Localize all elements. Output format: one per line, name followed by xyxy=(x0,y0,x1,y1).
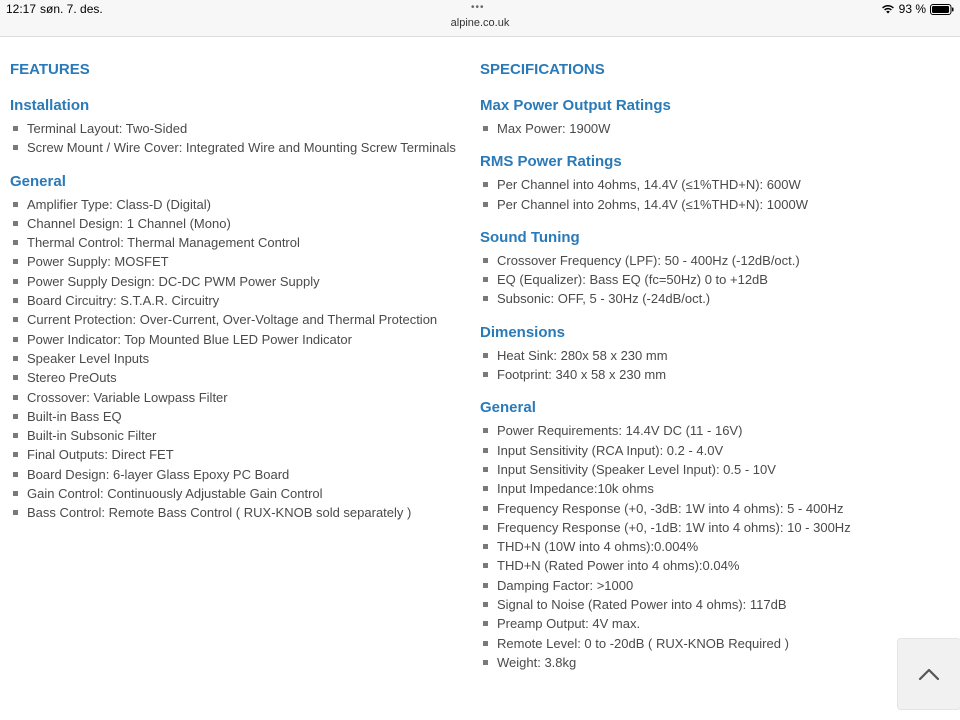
list-item: Input Sensitivity (RCA Input): 0.2 - 4.0V xyxy=(480,441,950,460)
bullet-list xyxy=(480,421,950,672)
section-heading: General xyxy=(10,172,66,190)
status-indicators xyxy=(881,2,954,16)
features-section-installation xyxy=(10,96,460,158)
address-bar-url[interactable]: alpine.co.uk xyxy=(450,17,510,29)
list-item: Crossover Frequency (LPF): 50 - 400Hz (-12dB/oct.) xyxy=(480,251,950,270)
list-item: THD+N (10W into 4 ohms):0.004% xyxy=(480,537,950,556)
list-item: Per Channel into 4ohms, 14.4V (≤1%THD+N): 600W xyxy=(480,175,950,194)
specs-section-max-power-output-ratings xyxy=(480,96,950,138)
specs-section-dimensions xyxy=(480,323,950,385)
list-item: Thermal Control: Thermal Management Control xyxy=(10,233,460,252)
list-item: Terminal Layout: Two-Sided xyxy=(10,119,460,138)
section-heading: Dimensions xyxy=(480,323,566,341)
section-heading: Sound Tuning xyxy=(480,228,580,246)
specs-section-sound-tuning xyxy=(480,228,950,309)
list-item: Damping Factor: >1000 xyxy=(480,576,950,595)
list-item: Preamp Output: 4V max. xyxy=(480,614,950,633)
list-item: Power Supply: MOSFET xyxy=(10,252,460,271)
list-item: THD+N (Rated Power into 4 ohms):0.04% xyxy=(480,556,950,575)
list-item: Heat Sink: 280x 58 x 230 mm xyxy=(480,346,950,365)
specs-section-general xyxy=(480,398,950,672)
features-heading: FEATURES xyxy=(10,61,90,78)
battery-icon xyxy=(930,4,954,15)
specs-section-rms-power-ratings xyxy=(480,152,950,214)
bullet-list xyxy=(480,119,950,138)
status-date: søn. 7. des. xyxy=(40,2,103,16)
list-item: Remote Level: 0 to -20dB ( RUX-KNOB Required ) xyxy=(480,634,950,653)
bullet-list xyxy=(480,251,950,309)
section-heading: Installation xyxy=(10,97,90,114)
list-item: Frequency Response (+0, -1dB: 1W into 4 ohms): 10 - 300Hz xyxy=(480,518,950,537)
list-item: Crossover: Variable Lowpass Filter xyxy=(10,388,460,407)
bullet-list xyxy=(480,175,950,214)
list-item: Weight: 3.8kg xyxy=(480,653,950,672)
list-item: Signal to Noise (Rated Power into 4 ohms): 117dB xyxy=(480,595,950,614)
section-heading: General xyxy=(480,399,536,417)
scroll-to-top-button[interactable] xyxy=(897,638,960,710)
list-item: Built-in Bass EQ xyxy=(10,407,460,426)
list-item: Input Impedance:10k ohms xyxy=(480,479,950,498)
list-item: Amplifier Type: Class-D (Digital) xyxy=(10,195,460,214)
section-heading: RMS Power Ratings xyxy=(480,153,622,171)
list-item: Board Design: 6-layer Glass Epoxy PC Board xyxy=(10,465,460,484)
list-item: Final Outputs: Direct FET xyxy=(10,445,460,464)
list-item: Per Channel into 2ohms, 14.4V (≤1%THD+N): 1000W xyxy=(480,195,950,214)
bullet-list xyxy=(10,195,460,523)
list-item: Board Circuitry: S.T.A.R. Circuitry xyxy=(10,291,460,310)
multitasking-dots[interactable]: ••• xyxy=(471,2,485,13)
chevron-up-icon xyxy=(918,667,940,681)
list-item: Stereo PreOuts xyxy=(10,368,460,387)
battery-percent: 93 % xyxy=(898,2,926,16)
list-item: Power Indicator: Top Mounted Blue LED Power Indicator xyxy=(10,330,460,349)
bullet-list xyxy=(10,119,460,158)
list-item: Max Power: 1900W xyxy=(480,119,950,138)
bullet-list xyxy=(480,346,950,385)
list-item: Speaker Level Inputs xyxy=(10,349,460,368)
status-time: 12:17 xyxy=(6,2,37,16)
features-column xyxy=(10,60,460,537)
list-item: Built-in Subsonic Filter xyxy=(10,426,460,445)
list-item: Gain Control: Continuously Adjustable Gain Control xyxy=(10,484,460,503)
list-item: Current Protection: Over-Current, Over-Voltage and Thermal Protection xyxy=(10,310,460,329)
list-item: Input Sensitivity (Speaker Level Input): 0.5 - 10V xyxy=(480,460,950,479)
list-item: Power Requirements: 14.4V DC (11 - 16V) xyxy=(480,421,950,440)
status-bar xyxy=(0,0,960,37)
list-item: Bass Control: Remote Bass Control ( RUX-KNOB sold separately ) xyxy=(10,503,460,522)
wifi-icon xyxy=(881,4,895,14)
specifications-heading: SPECIFICATIONS xyxy=(480,61,605,78)
features-section-general xyxy=(10,172,460,523)
list-item: Frequency Response (+0, -3dB: 1W into 4 ohms): 5 - 400Hz xyxy=(480,499,950,518)
list-item: Screw Mount / Wire Cover: Integrated Wire and Mounting Screw Terminals xyxy=(10,138,460,157)
list-item: EQ (Equalizer): Bass EQ (fc=50Hz) 0 to +12dB xyxy=(480,270,950,289)
section-heading: Max Power Output Ratings xyxy=(480,97,671,114)
list-item: Channel Design: 1 Channel (Mono) xyxy=(10,214,460,233)
list-item: Power Supply Design: DC-DC PWM Power Supply xyxy=(10,272,460,291)
specifications-column xyxy=(480,60,950,686)
list-item: Subsonic: OFF, 5 - 30Hz (-24dB/oct.) xyxy=(480,289,950,308)
list-item: Footprint: 340 x 58 x 230 mm xyxy=(480,365,950,384)
